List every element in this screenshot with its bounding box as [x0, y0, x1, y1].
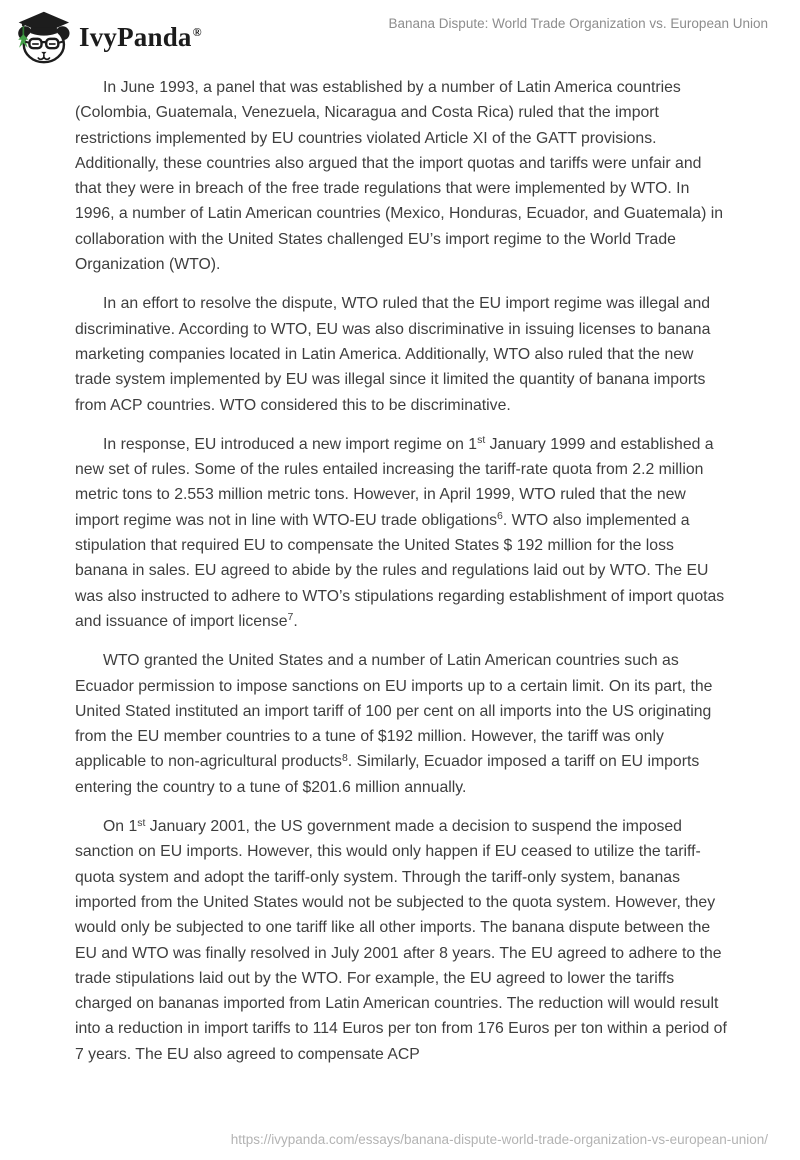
- paragraph: In June 1993, a panel that was established by a number of Latin America countries (Colombia, Guatemala, Venezuela, Nicaragua and Costa Rica) ruled that the import restrictions implemented by EU countries violated Article XI of the GATT provisions. Additionally, these countries also argued that the import quotas and tariffs were unfair and that they were in breach of the free trade regulations that were implemented by WTO. In 1996, a number of Latin American countries (Mexico, Honduras, Ecuador, and Guatemala) in collaboration with the United States challenged EU’s import regime to the World Trade Organization (WTO).: [75, 79, 724, 274]
- paragraph: On 1st January 2001, the US government made a decision to suspend the imposed sanction on EU imports. However, this would only happen if EU ceased to utilize the tariff-quota system and adopt the tariff-only system. Through the tariff-only system, bananas imported from the United States would not be subjected to the quota system. However, they would only be subjected to one tariff like all other imports. The banana dispute between the EU and WTO was finally resolved in July 2001 after 8 years. The EU agreed to adhere to the trade stipulations laid out by the WTO. For example, the EU agreed to lower the tariffs charged on bananas imported from Latin American countries. The reduction will would result into a reduction in import tariffs to 114 Euros per ton from 176 Euros per ton within a period of 7 years. The EU also agreed to compensate ACP: [75, 816, 727, 1063]
- footnote-superscript: 6: [497, 510, 503, 523]
- panda-graduate-icon: [14, 9, 70, 65]
- source-url-link[interactable]: https://ivypanda.com/essays/banana-dispute-world-trade-organization-vs-european-union/: [230, 1132, 768, 1147]
- ivypanda-logo[interactable]: [14, 9, 201, 65]
- registered-mark: ®: [192, 24, 202, 39]
- footnote-superscript: 8: [341, 751, 348, 764]
- brand-name: [79, 22, 201, 53]
- paragraph: In an effort to resolve the dispute, WTO ruled that the EU import regime was illegal and discriminative. According to WTO, EU was also discriminative in issuing licenses to banana marketing companies located in Latin America. Additionally, WTO also ruled that the new trade system implemented by EU was illegal since it limited the quantity of banana imports from ACP countries. WTO considered this to be discriminative.: [75, 295, 711, 414]
- footnote-superscript: st: [477, 434, 486, 447]
- footnote-superscript: 7: [287, 611, 294, 624]
- article-body: [75, 75, 730, 1081]
- page-header: [14, 8, 768, 66]
- paragraph: In response, EU introduced a new import regime on 1st January 1999 and established a new set of rules. Some of the rules entailed increasing the tariff-rate quota from 2.2 million metric tons to 2.553 million metric tons. However, in April 1999, WTO ruled that the new import regime was not in line with WTO-EU trade obligations$^6$. WTO also implemented a stipulation that required EU to compensate the United States $ 192 million for the loss banana in sales. EU agreed to abide by the rules and regulations laid out by WTO. The EU was also instructed to adhere to WTO’s stipulations regarding establishment of import quotas and issuance of import license$^7$.: [75, 434, 725, 630]
- page-footer: [231, 1131, 768, 1149]
- brand-name-text: IvyPanda: [79, 21, 192, 52]
- paragraph: WTO granted the United States and a number of Latin American countries such as Ecuador permission to impose sanctions on EU imports up to a certain limit. On its part, the United Stated instituted an import tariff of 100 per cent on all imports into the US originating from the EU member countries to a tune of $192 million. However, the tariff was only applicable to non-agricultural products$^8$. Similarly, Ecuador imposed a tariff on EU imports entering the country to a tune of $201.6 million annually.: [75, 652, 713, 796]
- document-title: Banana Dispute: World Trade Organization vs. European Union: [388, 16, 768, 31]
- footnote-superscript: st: [137, 816, 146, 829]
